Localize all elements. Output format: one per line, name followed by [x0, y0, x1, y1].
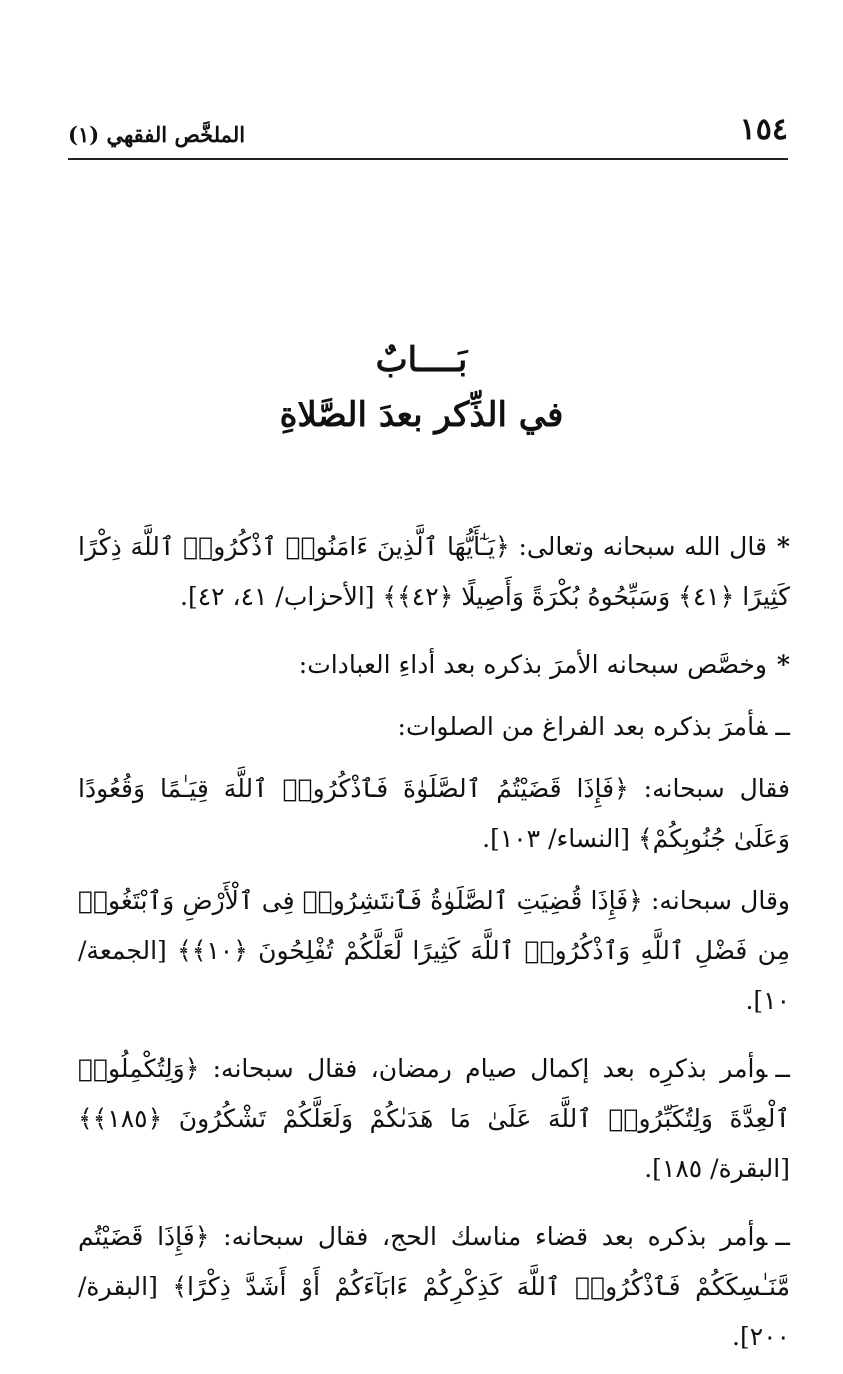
page-number: ١٥٤	[739, 112, 788, 147]
running-title: الملخَّص الفقهي (١)	[68, 122, 246, 147]
paragraph-text: قال الله سبحانه وتعالى: ﴿يَـٰٓأَيُّهَا ٱلَّذِينَ ءَامَنُوا۟ ٱذْكُرُوا۟ ٱللَّهَ ذِكْرًا كَثِيرًا ﴿٤١﴾ وَسَبِّحُوهُ بُكْرَةً وَأَصِيلًا ﴿٤٢﴾﴾ [الأحزاب/ ٤١، ٤٢].	[78, 532, 790, 611]
dash-marker: ــ	[775, 1054, 790, 1083]
paragraph-text: فقال سبحانه: ﴿فَإِذَا قَضَيْتُمُ ٱلصَّلَوٰةَ فَٱذْكُرُوا۟ ٱللَّهَ قِيَـٰمًا وَقُعُودًا وَعَلَىٰ جُنُوبِكُمْ﴾ [النساء/ ١٠٣].	[78, 774, 790, 853]
bullet-marker: *	[776, 532, 790, 561]
paragraph	[78, 1044, 790, 1194]
paragraph	[78, 876, 790, 1026]
paragraph-text: فأمرَ بذكره بعد الفراغ من الصلوات:	[397, 712, 768, 741]
bullet-marker: *	[776, 650, 790, 679]
paragraph-text: وأمر بذكرِه بعد إكمال صيام رمضان، فقال سبحانه: ﴿وَلِتُكْمِلُوا۟ ٱلْعِدَّةَ وَلِتُكَبِّرُوا۟ ٱللَّهَ عَلَىٰ مَا هَدَىٰكُمْ وَلَعَلَّكُمْ تَشْكُرُونَ ﴿١٨٥﴾﴾ [البقرة/ ١٨٥].	[78, 1054, 790, 1183]
paragraph-text: وأمر بذكره بعد قضاء مناسك الحج، فقال سبحانه: ﴿فَإِذَا قَضَيْتُم مَّنَـٰسِكَكُمْ فَٱذْكُرُوا۟ ٱللَّهَ كَذِكْرِكُمْ ءَابَآءَكُمْ أَوْ أَشَدَّ ذِكْرًا﴾ [البقرة/ ٢٠٠].	[78, 1222, 790, 1351]
dash-marker: ــ	[775, 712, 790, 741]
paragraph	[78, 522, 790, 622]
paragraph	[78, 702, 790, 752]
chapter-label: بَــــابٌ	[375, 340, 468, 380]
paragraph	[78, 640, 790, 690]
page-header	[68, 112, 788, 160]
paragraph	[78, 1212, 790, 1362]
paragraph	[78, 764, 790, 864]
paragraph-text: وخصَّص سبحانه الأمرَ بذكره بعد أداءِ العبادات:	[298, 650, 767, 679]
body-text	[78, 522, 790, 1374]
chapter-title: في الذِّكر بعدَ الصَّلاةِ	[279, 395, 564, 435]
paragraph-text: وقال سبحانه: ﴿فَإِذَا قُضِيَتِ ٱلصَّلَوٰةُ فَٱنتَشِرُوا۟ فِى ٱلْأَرْضِ وَٱبْتَغُوا۟ مِن فَضْلِ ٱللَّهِ وَٱذْكُرُوا۟ ٱللَّهَ كَثِيرًا لَّعَلَّكُمْ تُفْلِحُونَ ﴿١٠﴾﴾ [الجمعة/ ١٠].	[78, 886, 790, 1015]
dash-marker: ــ	[775, 1222, 790, 1251]
